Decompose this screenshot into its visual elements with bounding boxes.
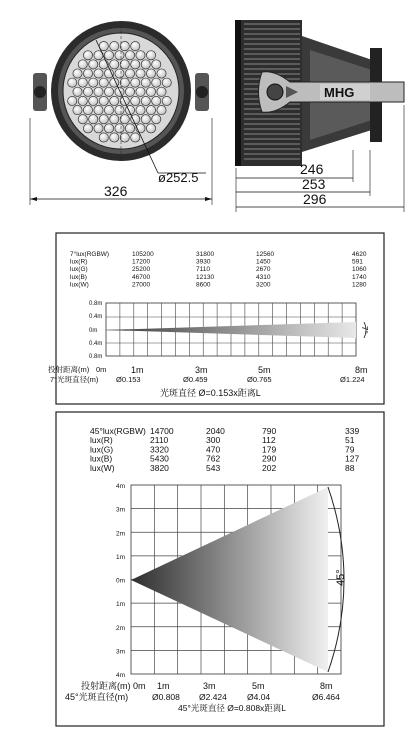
- y-axis-labels-45: [116, 483, 125, 679]
- led-lens: [68, 96, 77, 105]
- throw-origin-7: 0m: [96, 365, 107, 374]
- lux-value: 3930: [196, 258, 211, 266]
- beam-angle-label-45: 45°: [335, 569, 347, 586]
- lux-value: 12130: [196, 273, 215, 281]
- y-tick-label: 0.8m: [89, 301, 103, 307]
- led-lens: [104, 87, 113, 96]
- distance-label: 8m: [320, 681, 333, 691]
- y-tick-label: 3m: [116, 648, 126, 656]
- led-lens: [89, 96, 98, 105]
- beam-angle-label-7: 7°: [360, 326, 369, 334]
- led-lens: [110, 42, 119, 51]
- led-lens: [83, 51, 92, 60]
- led-lens: [115, 105, 124, 114]
- lux-value: 105200: [132, 251, 154, 258]
- led-lens: [83, 105, 92, 114]
- led-lens: [136, 87, 145, 96]
- y-tick-label: 4m: [116, 483, 126, 490]
- led-lens: [141, 60, 150, 69]
- brand-logo: MHG: [324, 85, 355, 100]
- led-lens: [99, 115, 108, 124]
- led-lens: [125, 124, 134, 133]
- lux-value: 127: [345, 453, 360, 464]
- dim-246-label: 246: [300, 161, 324, 177]
- led-lens: [94, 69, 103, 78]
- led-lens: [131, 42, 140, 51]
- lux-value: 762: [206, 453, 221, 464]
- led-lens: [73, 105, 82, 114]
- led-lens: [89, 78, 98, 87]
- y-tick-label: 2m: [116, 530, 126, 538]
- lux-value: 3320: [150, 444, 169, 455]
- arrow-left-icon: [30, 197, 37, 201]
- y-tick-label: 2m: [116, 624, 126, 632]
- spot-diameter-label: Ø0.808: [152, 692, 180, 702]
- lux-value: 2110: [150, 435, 169, 446]
- lux-row-label: lux(R): [90, 435, 113, 446]
- led-lens: [131, 115, 140, 124]
- led-lens: [83, 124, 92, 133]
- led-lens: [136, 105, 145, 114]
- lux-value: 2670: [256, 266, 271, 274]
- led-lens: [152, 60, 161, 69]
- yoke-knob-icon: [267, 84, 283, 100]
- led-lens: [131, 133, 140, 142]
- lux-value: 51: [345, 435, 355, 446]
- spot-diameter-label: Ø6.464: [312, 692, 340, 702]
- y-tick-label: 1m: [116, 601, 126, 609]
- lux-value: 202: [262, 462, 277, 473]
- led-lens: [110, 115, 119, 124]
- lux-value: 79: [345, 444, 355, 455]
- lux-row-label: 7°lux(RGBW): [70, 251, 110, 258]
- panel-45-degree: [56, 412, 384, 726]
- formula-7: 光斑直径 Ø=0.153x距离L: [160, 388, 261, 398]
- y-tick-label: 0.4m: [89, 314, 103, 320]
- y-tick-label: 0.8m: [89, 354, 103, 360]
- lux-row-label: lux(W): [90, 462, 115, 473]
- led-lens: [99, 78, 108, 87]
- led-lens: [104, 105, 113, 114]
- y-tick-label: 0m: [116, 577, 126, 585]
- lux-value: 31800: [196, 251, 215, 258]
- beam-grid-45: [131, 485, 347, 674]
- led-lens: [104, 69, 113, 78]
- led-lens: [146, 105, 155, 114]
- led-lens: [94, 124, 103, 133]
- led-lens: [78, 60, 87, 69]
- lux-value: 1060: [352, 266, 367, 274]
- led-lens: [115, 51, 124, 60]
- led-lens: [152, 78, 161, 87]
- led-lens: [131, 96, 140, 105]
- distance-label: 8m: [355, 365, 368, 375]
- led-lens: [68, 78, 77, 87]
- lux-value: 2040: [206, 426, 225, 436]
- led-lens: [83, 69, 92, 78]
- led-lens: [115, 124, 124, 133]
- led-lens: [162, 78, 171, 87]
- lux-value: 4310: [256, 273, 271, 281]
- lux-row-label: lux(R): [70, 258, 88, 266]
- lux-value: 1740: [352, 273, 367, 281]
- led-lens: [136, 51, 145, 60]
- y-tick-label: 0.4m: [89, 341, 103, 347]
- led-lens: [120, 133, 129, 142]
- lux-value: 3820: [150, 462, 169, 473]
- led-lens: [125, 69, 134, 78]
- spot-diameter-label: Ø1.224: [340, 375, 365, 384]
- distance-label: 1m: [131, 365, 144, 375]
- led-lens: [104, 124, 113, 133]
- led-lens: [120, 60, 129, 69]
- spot-diameter-label: Ø4.04: [247, 692, 271, 702]
- lux-value: 290: [262, 453, 277, 464]
- led-lens: [89, 60, 98, 69]
- led-lens: [141, 96, 150, 105]
- lux-value: 179: [262, 444, 277, 455]
- led-lens: [125, 87, 134, 96]
- diameter-label: ø252.5: [158, 170, 199, 185]
- led-lens: [115, 69, 124, 78]
- spot-label-7: 7°光斑直径(m): [50, 375, 99, 384]
- lux-value: 112: [262, 435, 276, 446]
- y-tick-label: 1m: [116, 553, 126, 561]
- led-lens: [157, 69, 166, 78]
- spot-label-45: 45°光斑直径(m): [65, 692, 129, 702]
- led-lens: [99, 133, 108, 142]
- led-lens: [131, 60, 140, 69]
- led-lens: [125, 51, 134, 60]
- lux-value: 7110: [196, 266, 210, 274]
- led-lens: [136, 69, 145, 78]
- lux-row-label: lux(G): [70, 266, 88, 274]
- lux-value: 17200: [132, 258, 151, 266]
- led-lens: [146, 51, 155, 60]
- lux-value: 14700: [150, 426, 174, 436]
- spot-diameter-label: Ø0.153: [116, 375, 141, 384]
- y-tick-label: 4m: [116, 672, 126, 679]
- led-lens: [110, 96, 119, 105]
- led-lens: [141, 115, 150, 124]
- spot-diameter-label: Ø0.765: [247, 375, 272, 384]
- lux-value: 27000: [132, 281, 151, 289]
- lux-value: 1280: [352, 281, 367, 289]
- right-knob-icon: [196, 86, 208, 98]
- y-tick-label: 3m: [116, 506, 126, 514]
- lux-value: 3200: [256, 281, 271, 289]
- throw-label-7: 投射距离(m): [48, 365, 90, 374]
- led-lens: [146, 69, 155, 78]
- led-lens: [115, 87, 124, 96]
- led-lens: [157, 105, 166, 114]
- led-lens: [73, 69, 82, 78]
- led-lens: [146, 124, 155, 133]
- led-lens: [94, 105, 103, 114]
- led-lens: [110, 133, 119, 142]
- lux-value: 300: [206, 435, 221, 446]
- led-lens: [162, 96, 171, 105]
- front-view: [30, 21, 212, 205]
- led-lens: [83, 87, 92, 96]
- led-lens: [157, 87, 166, 96]
- led-lens: [110, 60, 119, 69]
- front-bezel: [235, 20, 241, 166]
- width-label: 326: [104, 183, 128, 199]
- lux-value: 339: [345, 426, 360, 436]
- led-lens: [141, 78, 150, 87]
- led-lens: [120, 115, 129, 124]
- led-lens: [94, 87, 103, 96]
- left-knob-icon: [34, 86, 46, 98]
- lux-value: 543: [206, 462, 221, 473]
- led-lens: [78, 96, 87, 105]
- led-lens: [152, 96, 161, 105]
- lux-value: 790: [262, 426, 277, 436]
- formula-45: 45°光斑直径 Ø=0.808x距离L: [178, 703, 287, 713]
- side-view: [235, 20, 404, 212]
- panel-7-degree: [48, 233, 384, 404]
- lux-value: 4620: [352, 251, 367, 258]
- led-lens: [78, 78, 87, 87]
- lux-value: 25200: [132, 266, 151, 274]
- led-lens: [120, 78, 129, 87]
- lux-value: 12560: [256, 251, 275, 258]
- led-lens: [131, 78, 140, 87]
- led-lens: [146, 87, 155, 96]
- distance-label: 5m: [258, 365, 271, 375]
- lux-row-label: lux(W): [70, 281, 89, 289]
- lux-row-label: lux(G): [90, 444, 114, 455]
- lux-row-label: 45°lux(RGBW): [90, 426, 146, 436]
- dim-296-label: 296: [303, 191, 327, 207]
- lux-row-label: lux(B): [70, 273, 87, 281]
- led-lens: [120, 42, 129, 51]
- beam-grid-7: [106, 303, 369, 356]
- spot-diameter-label: Ø0.459: [183, 375, 208, 384]
- lux-value: 46700: [132, 273, 151, 281]
- lux-row-label: lux(B): [90, 453, 113, 464]
- lux-value: 470: [206, 444, 221, 455]
- led-lens: [99, 96, 108, 105]
- y-tick-label: 0m: [89, 328, 98, 334]
- fixture-drawing: [30, 20, 404, 212]
- distance-label: 5m: [252, 681, 265, 691]
- arrow-right-icon: [205, 197, 212, 201]
- led-lens: [78, 115, 87, 124]
- lux-value: 8600: [196, 281, 211, 289]
- lux-value: 591: [352, 258, 363, 266]
- led-lens: [104, 51, 113, 60]
- lux-value: 88: [345, 462, 355, 473]
- lux-value: 1450: [256, 258, 271, 266]
- distance-label: 3m: [203, 681, 216, 691]
- dim-253-label: 253: [302, 176, 326, 192]
- distance-label: 1m: [157, 681, 170, 691]
- throw-origin-45: 0m: [133, 681, 146, 691]
- led-lens: [89, 115, 98, 124]
- led-lens: [73, 87, 82, 96]
- distance-label: 3m: [195, 365, 208, 375]
- lux-value: 5430: [150, 453, 169, 464]
- led-lens: [152, 115, 161, 124]
- throw-label-45: 投射距离(m): [81, 681, 131, 691]
- spot-diameter-label: Ø2.424: [199, 692, 227, 702]
